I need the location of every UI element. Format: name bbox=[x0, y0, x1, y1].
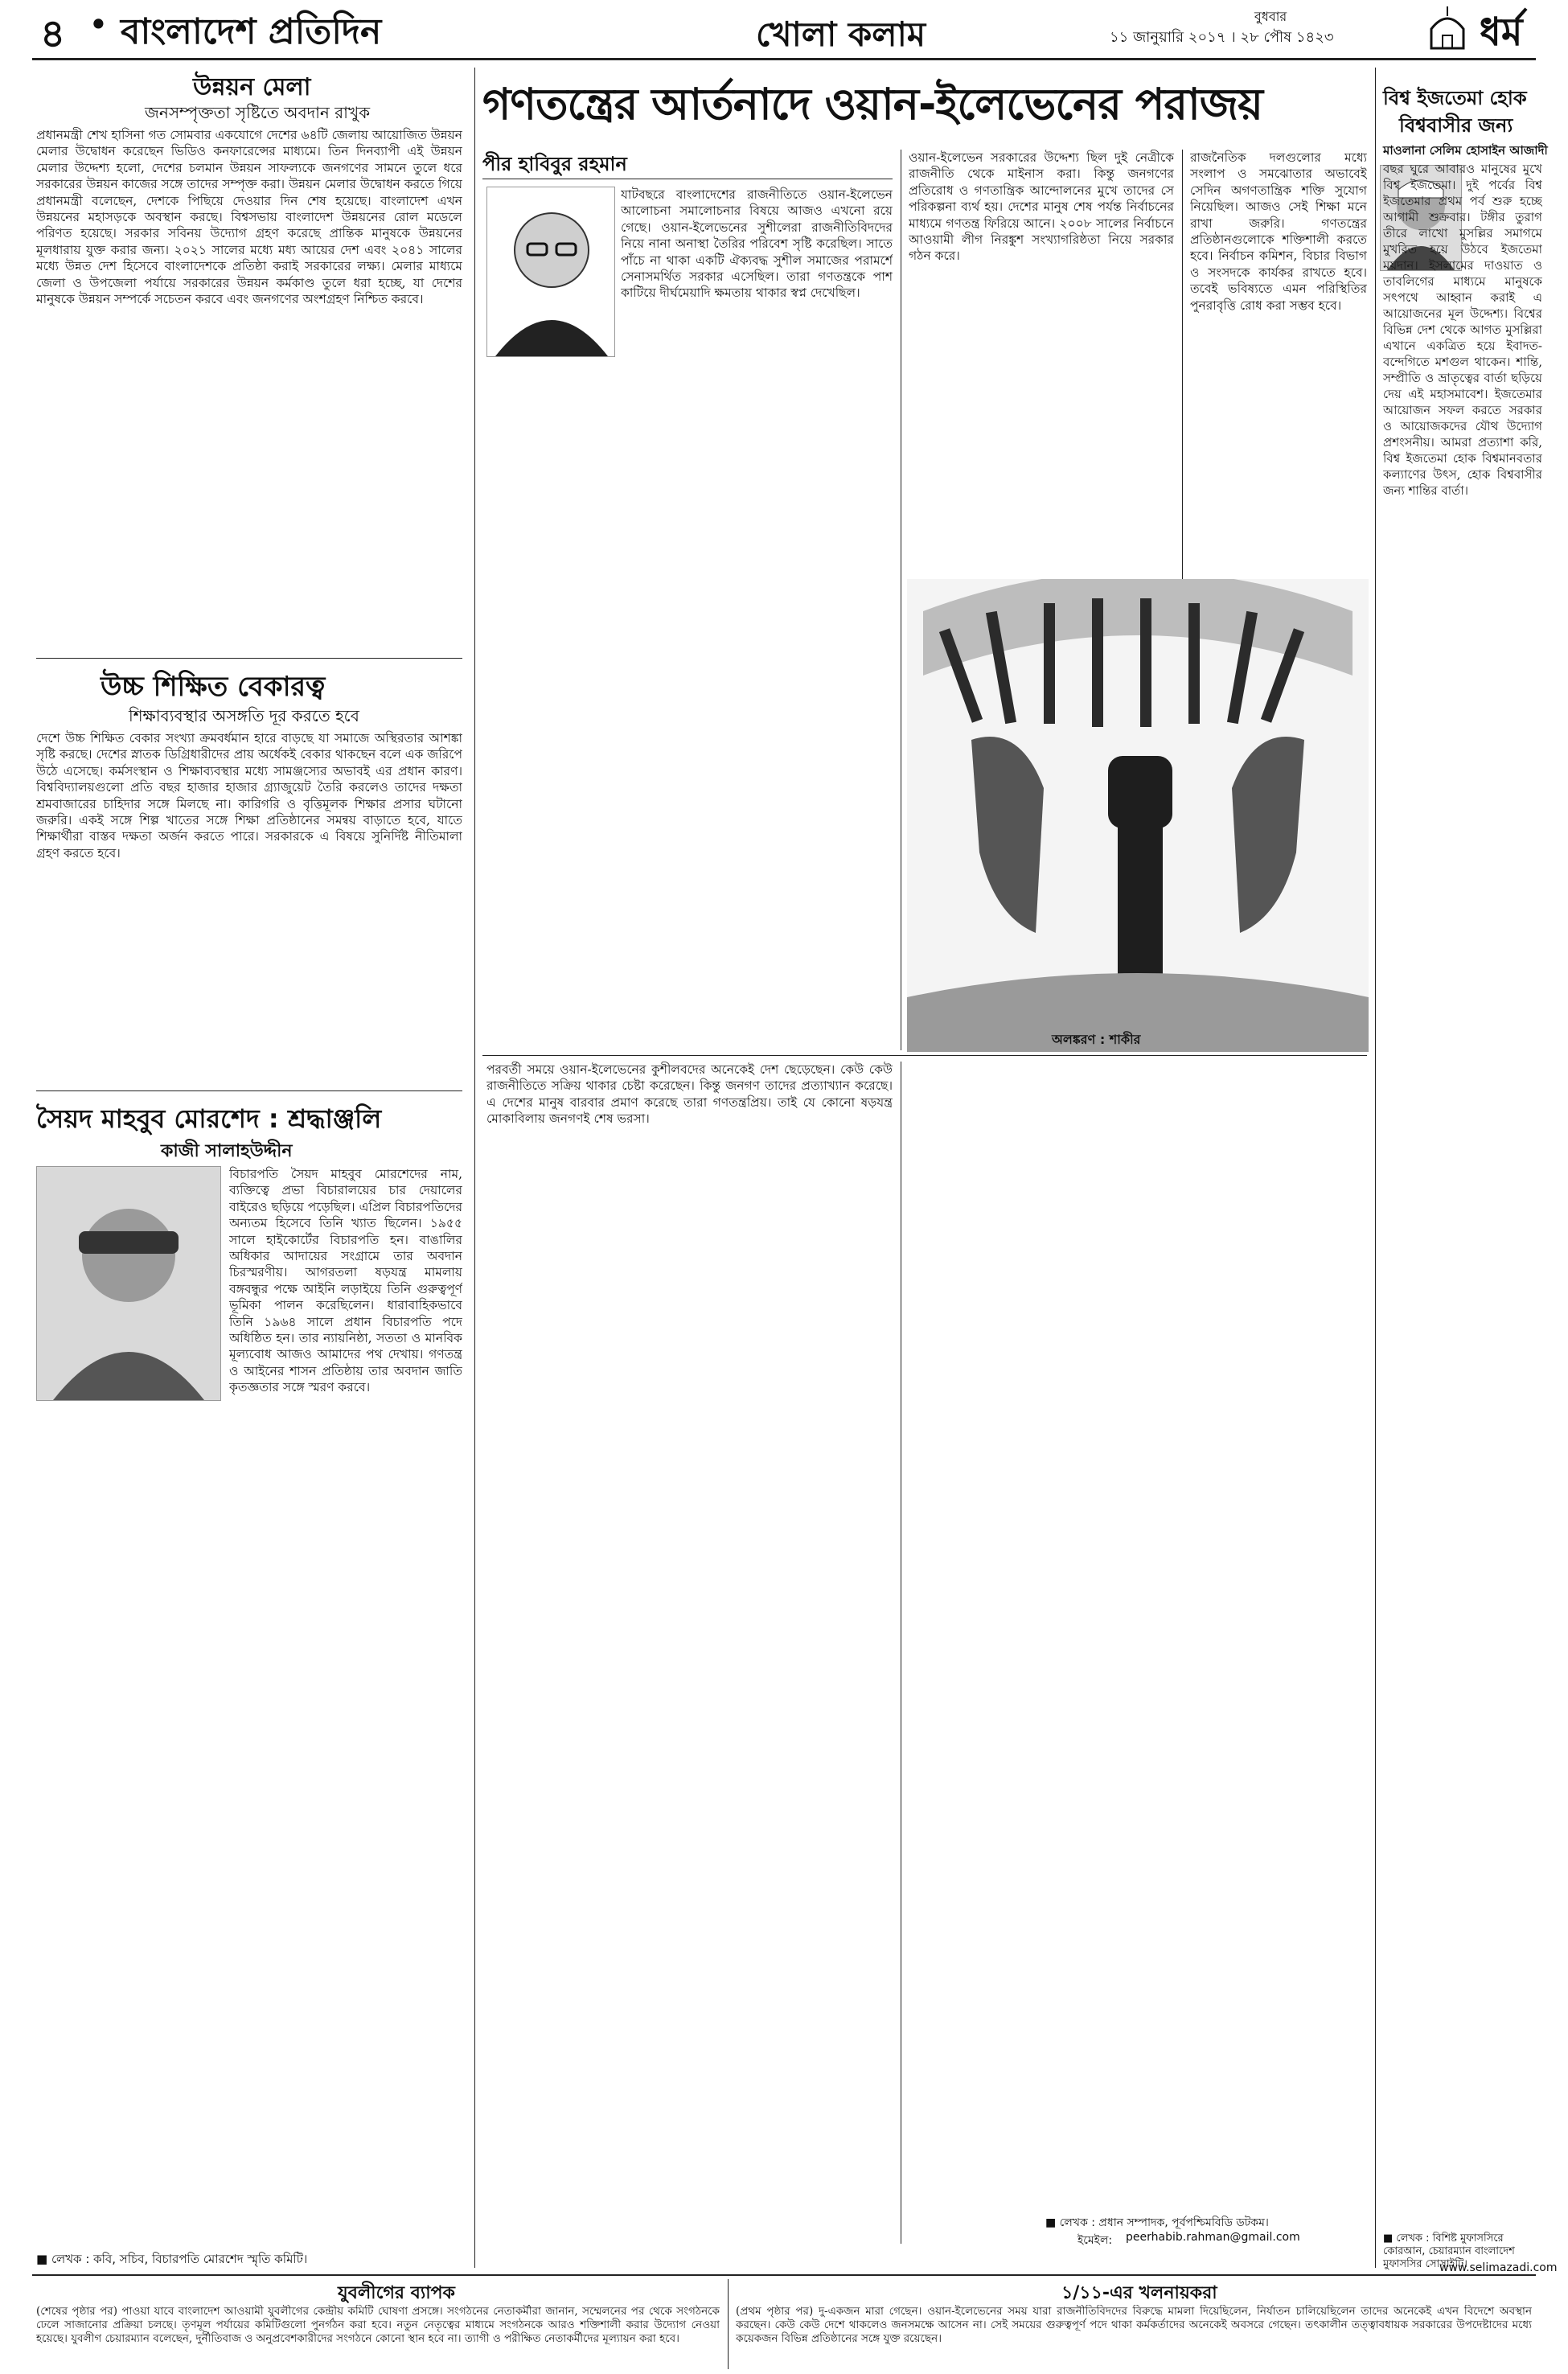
header-bullet: • bbox=[88, 5, 109, 44]
main-footnote: ■ লেখক : প্রধান সম্পাদক, পূর্বপশ্চিমবিডি ডটকম। bbox=[1045, 2216, 1269, 2229]
page-number: ৪ bbox=[40, 11, 66, 56]
right-website[interactable]: www.selimazadi.com bbox=[1439, 2261, 1558, 2274]
bottom-mid-body: (প্রথম পৃষ্ঠার পর) দু-একজন মারা গেছেন। ওয়ান-ইলেভেনের সময় যারা রাজনীতিবিদদের বিরুদ্ধে মামলা দিয়েছিলেন, নির্যাতন চালিয়েছিলেন তাদের অনেকেই এখন বিদেশে অবস্থান করছেন। কেউ কেউ দেশে থাকলেও জনসমক্ষে আসেন না। সেই সময়ের গুরুত্বপূর্ণ পদে থাকা কর্মকর্তাদের অনেকেই অবসরে গেছেন। তৎকালীন তত্ত্বাবধায়ক সরকারের উপদেষ্টাদের মধ্যে কয়েকজন বিভিন্ন প্রতিষ্ঠানের সঙ্গে যুক্ত রয়েছেন। bbox=[736, 2305, 1532, 2345]
masthead: বাংলাদেশ প্রতিদিন bbox=[121, 11, 382, 52]
main-author: পীর হাবিবুর রহমান bbox=[482, 153, 627, 175]
bottom-left-body: (শেষের পৃষ্ঠার পর) পাওয়া যাবে বাংলাদেশ আওয়ামী যুবলীগের কেন্দ্রীয় কমিটি ঘোষণা প্রসঙ্গে। সংগঠনের নেতাকর্মীরা জানান, সম্মেলনের পর থেকে সংগঠনকে ঢেলে সাজানোর প্রক্রিয়া চলছে। তৃণমূল পর্যায়ের কমিটিগুলো পুনর্গঠন করা হবে। নতুন নেতৃত্বের মাধ্যমে সংগঠনকে আরও শক্তিশালী করার উদ্যোগ নেওয়া হয়েছে। যুবলীগ চেয়ারম্যান বলেছেন, দুর্নীতিবাজ ও অনুপ্রবেশকারীদের সংগঠনে কোনো স্থান হবে না। ত্যাগী ও পরীক্ষিত নেতাকর্মীদের মূল্যায়ন করা হবে। bbox=[36, 2305, 720, 2345]
main-headline: গণতন্ত্রের আর্তনাদে ওয়ান-ইলেভেনের পরাজয় bbox=[482, 79, 1262, 129]
section-title: খোলা কলাম bbox=[756, 14, 926, 54]
morshed-photo bbox=[36, 1166, 221, 1401]
main-body-3: রাজনৈতিক দলগুলোর মধ্যে সংলাপ ও সমঝোতার অভাবেই সেদিন অগণতান্ত্রিক শক্তি সুযোগ নিয়েছিল। আজও সেই শিক্ষা মনে রাখা জরুরি। গণতন্ত্রের প্রতিষ্ঠানগুলোকে শক্তিশালী করতে হবে। নির্বাচন কমিশন, বিচার বিভাগ ও সংসদকে কার্যকর রাখতে হবে। তবেই ভবিষ্যতে এমন পরিস্থিতির পুনরাবৃত্তি রোধ করা সম্ভব হবে। bbox=[1190, 150, 1367, 313]
col1-body: প্রধানমন্ত্রী শেখ হাসিনা গত সোমবার একযোগে দেশের ৬৪টি জেলায় আয়োজিত উন্নয়ন মেলার উদ্বোধন করেছেন ভিডিও কনফারেন্সের মাধ্যমে। তিন দিনব্যাপী এই উন্নয়ন মেলার উদ্দেশ্য হলো, দেশের চলমান উন্নয়ন সাফল্যকে জনগণের সামনে তুলে ধরে সরকারের উন্নয়ন কাজের সঙ্গে তাদের সম্পৃক্ত করা। উন্নয়ন মেলার উদ্বোধন করতে গিয়ে প্রধানমন্ত্রী বলেছেন, দেশকে পিছিয়ে দেওয়ার দিন শেষ হয়েছে। বাংলাদেশ এখন উন্নয়নের মহাসড়কে অবস্থান করছে। বিশ্বসভায় বাংলাদেশ উন্নয়নের রোল মডেলে পরিণত হয়েছে। সরকার সবিনয় উদ্যোগ গ্রহণ করেছে প্রান্তিক মানুষকে উন্নয়নের মূলধারায় যুক্ত করার জন্য। ২০২১ সালের মধ্যে মধ্য আয়ের দেশ এবং ২০৪১ সালের মধ্যে উন্নত দেশ হিসেবে বাংলাদেশকে প্রতিষ্ঠা করাই সরকারের লক্ষ্য। মেলার মাধ্যমে জেলা ও উপজেলা পর্যায়ে সরকারের উন্নয়ন কর্মকাণ্ড তুলে ধরা হচ্ছে, যা দেশের মানুষকে উন্নয়ন সম্পর্কে সচেতন করবে এবং জনগণের অংশগ্রহণ নিশ্চিত করবে। bbox=[36, 128, 462, 307]
main-body-5 bbox=[909, 1062, 1359, 2204]
col1c-body: বিচারপতি সৈয়দ মাহবুব মোরশেদের নাম, ব্যক্তিত্বে প্রভা বিচারালয়ের চার দেয়ালের বাইরেও ছড়িয়ে পড়েছিল। এপ্রিল বিচারপতিদের অন্যতম হিসেবে তিনি খ্যাত ছিলেন। ১৯৫৫ সালে হাইকোর্টের বিচারপতি হন। বাঙালির অধিকার আদায়ের সংগ্রামে তার অবদান চিরস্মরণীয়। আগরতলা ষড়যন্ত্র মামলায় বঙ্গবন্ধুর পক্ষে আইনি লড়াইয়ে তিনি গুরুত্বপূর্ণ ভূমিকা পালন করেছিলেন। ধারাবাহিকভাবে তিনি ১৯৬৪ সালে প্রধান বিচারপতি পদে অধিষ্ঠিত হন। তার ন্যায়নিষ্ঠা, সততা ও মানবিক মূল্যবোধ আজও আমাদের পথ দেখায়। গণতন্ত্র ও আইনের শাসন প্রতিষ্ঠায় তার অবদান জাতি কৃতজ্ঞতার সঙ্গে স্মরণ করবে। bbox=[229, 1167, 462, 1395]
right-heading-1: বিশ্ব ইজতেমা হোক bbox=[1383, 87, 1527, 109]
illustration-caption: অলঙ্করণ : শাকীর bbox=[1052, 1032, 1141, 1047]
issue-date: ১১ জানুয়ারি ২০১৭ । ২৮ পৌষ ১৪২৩ bbox=[1110, 29, 1334, 46]
illustration bbox=[907, 579, 1369, 1052]
author-photo bbox=[486, 187, 615, 357]
main-body-4: পরবর্তী সময়ে ওয়ান-ইলেভেনের কুশীলবদের অনেকেই দেশ ছেড়েছেন। কেউ কেউ রাজনীতিতে সক্রিয় থাকার চেষ্টা করেছেন। কিন্তু জনগণ তাদের প্রত্যাখ্যান করেছে। এ দেশের মানুষ বারবার প্রমাণ করেছে তারা গণতন্ত্রপ্রিয়। তাই যে কোনো ষড়যন্ত্র মোকাবিলায় জনগণই শেষ ভরসা। bbox=[486, 1062, 893, 1127]
col1c-heading: সৈয়দ মাহবুব মোরশেদ : শ্রদ্ধাঞ্জলি bbox=[36, 1103, 382, 1134]
col1b-heading: উচ্চ শিক্ষিত বেকারত্ব bbox=[101, 671, 326, 703]
col1-subheading: জনসম্পৃক্ততা সৃষ্টিতে অবদান রাখুক bbox=[145, 103, 371, 122]
right-body: বছর ঘুরে আবারও মানুষের মুখে বিশ্ব ইজতেমা। দুই পর্বের বিশ্ব ইজতেমার প্রথম পর্ব শুরু হচ্ছে আগামী শুক্রবার। টঙ্গীর তুরাগ তীরে লাখো মুসল্লির সমাগমে মুখরিত হয়ে উঠবে ইজতেমা ময়দান। ইসলামের দাওয়াত ও তাবলিগের মাধ্যমে মানুষকে সৎপথে আহ্বান করাই এ আয়োজনের মূল উদ্দেশ্য। বিশ্বের বিভিন্ন দেশ থেকে আগত মুসল্লিরা এখানে একত্রিত হয়ে ইবাদত-বন্দেগিতে মশগুল থাকেন। শান্তি, সম্প্রীতি ও ভ্রাতৃত্বের বার্তা ছড়িয়ে দেয় এই মহাসমাবেশ। ইজতেমার আয়োজন সফল করতে সরকার ও আয়োজকদের যৌথ উদ্যোগ প্রশংসনীয়। আমরা প্রত্যাশা করি, বিশ্ব ইজতেমা হোক বিশ্বমানবতার কল্যাণের উৎস, হোক বিশ্ববাসীর জন্য শান্তির বার্তা। bbox=[1383, 162, 1542, 498]
col1-heading: উন্নয়ন মেলা bbox=[193, 73, 311, 101]
right-heading-2: বিশ্ববাসীর জন্য bbox=[1399, 114, 1513, 137]
mosque-icon bbox=[1423, 5, 1472, 50]
col1c-body-cont bbox=[36, 1409, 462, 2245]
main-body-2: ওয়ান-ইলেভেন সরকারের উদ্দেশ্য ছিল দুই নেত্রীকে রাজনীতি থেকে মাইনাস করা। কিন্তু জনগণের প্রতিরোধ ও গণতান্ত্রিক আন্দোলনের মুখে তাদের সে পরিকল্পনা ব্যর্থ হয়। দেশের মানুষ শেষ পর্যন্ত নির্বাচনের মাধ্যমে গণতন্ত্র ফিরিয়ে আনে। ২০০৮ সালের নির্বাচনে আওয়ামী লীগ নিরঙ্কুশ সংখ্যাগরিষ্ঠতা নিয়ে সরকার গঠন করে। bbox=[909, 150, 1174, 264]
author-email[interactable]: peerhabib.rahman@gmail.com bbox=[1126, 2231, 1300, 2244]
bottom-mid-heading: ১/১১-এর খলনায়করা bbox=[1061, 2283, 1217, 2303]
page-header bbox=[0, 0, 1568, 58]
bottom-left-heading: যুবলীগের ব্যাপক bbox=[338, 2283, 455, 2303]
main-body-1b bbox=[486, 372, 893, 1031]
col1c-footnote: ■ লেখক : কবি, সচিব, বিচারপতি মোরশেদ স্মৃতি কমিটি। bbox=[36, 2252, 308, 2266]
right-section-title: ধর্ম bbox=[1480, 10, 1523, 55]
col1c-author: কাজী সালাহউদ্দীন bbox=[161, 1141, 293, 1161]
right-author: মাওলানা সেলিম হোসাইন আজাদী bbox=[1383, 143, 1548, 158]
main-body-1: যাটবছরে বাংলাদেশের রাজনীতিতে ওয়ান-ইলেভেন আলোচনা সমালোচনার বিষয়ে আজও এখনো রয়ে গেছে। ওয়ান-ইলেভেনের সুশীলেরা রাজনীতিবিদদের নিয়ে নানা অনাস্থা তৈরির পরিবেশ সৃষ্টি করেছিল। সাতে পাঁচে না থাকা একটি ঐক্যবদ্ধ সুশীল সমাজের পরামর্শে সেনাসমর্থিত সরকার এসেছিল। তারা গণতন্ত্রকে পাশ কাটিয়ে দীর্ঘমেয়াদি ক্ষমতায় থাকার স্বপ্ন দেখেছিল। bbox=[621, 187, 893, 301]
col1b-body: দেশে উচ্চ শিক্ষিত বেকার সংখ্যা ক্রমবর্ধমান হারে বাড়ছে যা সমাজে অস্থিরতার আশঙ্কা সৃষ্টি করছে। দেশের স্নাতক ডিগ্রিধারীদের প্রায় অর্ধেকই বেকার থাকছেন বলে এক জরিপে উঠে এসেছে। কর্মসংস্থান ও শিক্ষাব্যবস্থার মধ্যে সামঞ্জস্যের অভাবই এর প্রধান কারণ। বিশ্ববিদ্যালয়গুলো প্রতি বছর হাজার হাজার গ্র্যাজুয়েট তৈরি করলেও তাদের দক্ষতা শ্রমবাজারের চাহিদার সঙ্গে মিলছে না। কারিগরি ও বৃত্তিমূলক শিক্ষার প্রসার ঘটানো জরুরি। একই সঙ্গে শিল্প খাতের সঙ্গে শিক্ষা প্রতিষ্ঠানের সমন্বয় বাড়াতে হবে, যাতে শিক্ষার্থীরা বাস্তব দক্ষতা অর্জন করতে পারে। সরকারকে এ বিষয়ে সুনির্দিষ্ট নীতিমালা গ্রহণ করতে হবে। bbox=[36, 731, 462, 860]
col1b-subheading: শিক্ষাব্যবস্থার অসঙ্গতি দূর করতে হবে bbox=[129, 706, 359, 725]
right-footnote: ■ লেখক : বিশিষ্ট মুফাসসিরে কোরআন, চেয়ারম্যান বাংলাদেশ মুফাসসির সোসাইটি। bbox=[1383, 2232, 1515, 2270]
email-label: ইমেইল: bbox=[1077, 2234, 1113, 2247]
weekday: বুধবার bbox=[1254, 9, 1287, 24]
